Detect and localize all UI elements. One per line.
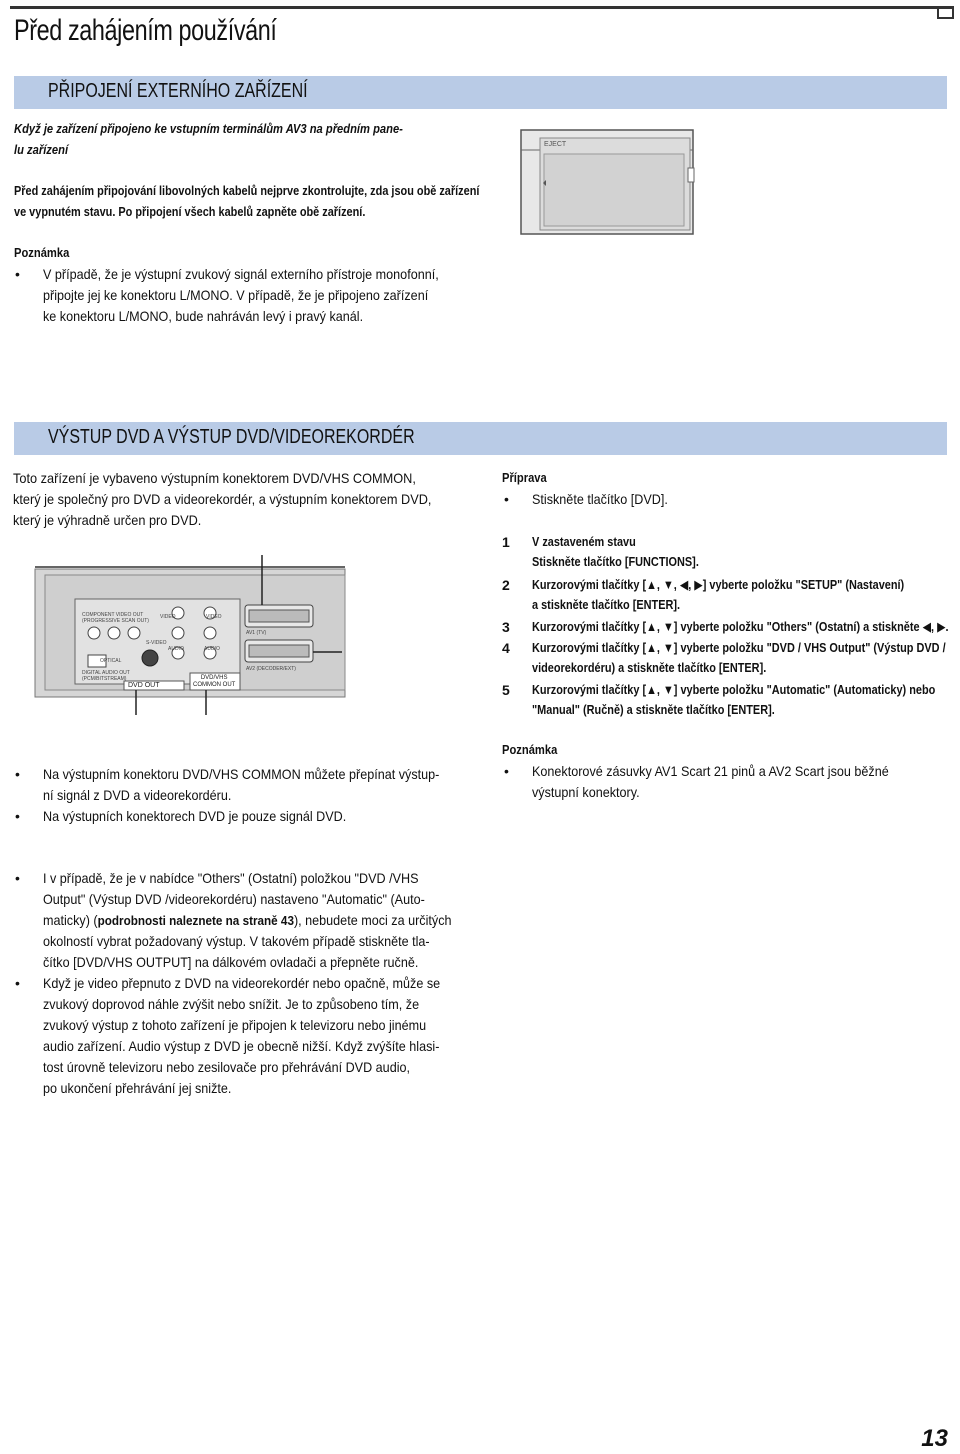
- step-line: Stiskněte tlačítko [FUNCTIONS].: [532, 554, 699, 569]
- panel-label: (PCM/BITSTREAM): [82, 676, 127, 682]
- section1-intro-line: lu zařízení: [14, 142, 69, 157]
- step-item: [502, 638, 960, 680]
- bullet-line: Output" (Výstup DVD /videorekordéru) nastaveno "Automatic" (Auto-: [43, 891, 425, 907]
- bullet-line: I v případě, že je v nabídce "Others" (Ostatní) položkou "DVD /VHS: [43, 870, 419, 886]
- panel-label-av1: AV1 (TV): [246, 630, 267, 636]
- prep-heading: Příprava: [502, 470, 547, 485]
- step-line: Kurzorovými tlačítky [▲, ▼, ◀, ▶] vyberte položku "SETUP" (Nastavení): [532, 577, 905, 592]
- prep-list: [504, 489, 683, 510]
- step-number: 3: [502, 619, 510, 635]
- bottom-bullets: [15, 868, 497, 1099]
- bullet-line: čítko [DVD/VHS OUTPUT] na dálkovém ovladači a přepněte ručně.: [43, 954, 419, 970]
- section2-bullets: [15, 764, 483, 827]
- panel-label: DVD/VHS: [200, 675, 228, 681]
- bullet-line: po ukončení přehrávání jej snižte.: [43, 1080, 232, 1096]
- bullet-line: Na výstupních konektorech DVD je pouze signál DVD.: [43, 808, 347, 824]
- panel-label-av2: AV2 (DECODER/EXT): [246, 666, 296, 672]
- panel-label-svideo: S-VIDEO: [146, 640, 167, 646]
- bullet-line: Na výstupním konektoru DVD/VHS COMMON můžete přepínat výstup-: [43, 766, 440, 782]
- eject-label: EJECT: [544, 141, 567, 148]
- step-item: [502, 575, 960, 617]
- section2-heading: VÝSTUP DVD A VÝSTUP DVD/VIDEOREKORDÉR: [48, 426, 415, 448]
- note-line: výstupní konektory.: [532, 784, 640, 800]
- section1-note: [15, 264, 483, 327]
- prep-item: Stiskněte tlačítko [DVD].: [532, 491, 668, 507]
- list-item: [15, 764, 483, 806]
- note-line: připojte jej ke konektoru L/MONO. V případě, že je připojeno zařízení: [43, 287, 429, 303]
- bullet-line: zvukový výstup z tohoto zařízení je připojen k televizoru nebo jinému: [43, 1017, 427, 1033]
- list-item: [15, 973, 497, 1099]
- section1-para-line: ve vypnutém stavu. Po připojení všech kabelů zapněte obě zařízení.: [14, 204, 366, 219]
- section1-note-heading: Poznámka: [14, 245, 70, 260]
- panel-label-digital: [82, 670, 130, 682]
- section2-note-heading: Poznámka: [502, 742, 558, 757]
- step-line: a stiskněte tlačítko [ENTER].: [532, 597, 681, 612]
- panel-label-component: [82, 612, 149, 624]
- corner-box: [937, 6, 954, 19]
- list-item: [15, 806, 483, 827]
- bullet-text: maticky) (: [43, 912, 98, 928]
- bullet-dot: •: [15, 870, 20, 886]
- bullet-dot: •: [15, 766, 20, 782]
- page-reference: podrobnosti naleznete na straně 43: [97, 913, 294, 928]
- bullet-line: okolností vybrat požadovaný výstup. V takovém případě stiskněte tla-: [43, 933, 430, 949]
- bullet-dot: •: [15, 808, 20, 824]
- section1-paragraph: [14, 180, 568, 222]
- section2-heading-band: [14, 422, 947, 455]
- section2-intro-line: Toto zařízení je vybaveno výstupním konektorem DVD/VHS COMMON,: [13, 470, 416, 486]
- panel-label-video: VIDEO: [160, 614, 176, 620]
- bullet-line: tost úrovně televizoru nebo zesilovače pro přehrávání DVD audio,: [43, 1059, 411, 1075]
- step-item: [502, 532, 960, 575]
- bullet-line: zvukový doprovod náhle zvýšit nebo snížit. Je to způsobeno tím, že: [43, 996, 420, 1012]
- bullet-line: ní signál z DVD a videorekordéru.: [43, 787, 232, 803]
- section2-intro-line: který je společný pro DVD a videorekordér, a výstupním konektorem DVD,: [13, 491, 432, 507]
- note-line: ke konektoru L/MONO, bude nahráván levý i pravý kanál.: [43, 308, 364, 324]
- panel-label-optical: OPTICAL: [100, 658, 122, 664]
- step-item: [502, 680, 960, 722]
- section1-intro-line: Když je zařízení připojeno ke vstupním terminálům AV3 na předním pane-: [14, 121, 403, 136]
- panel-label-audio-2: AUDIO: [204, 646, 220, 652]
- bullet-text: ), nebudete moci za určitých: [293, 912, 452, 928]
- panel-label-audio: AUDIO: [168, 646, 184, 652]
- panel-label-video-2: VIDEO: [206, 614, 222, 620]
- bullet-dot: •: [15, 266, 20, 282]
- step-number: 2: [502, 577, 510, 593]
- page-number: 13: [921, 1425, 948, 1452]
- step-number: 1: [502, 534, 510, 550]
- section2-intro: [13, 468, 473, 531]
- step-line: Kurzorovými tlačítky [▲, ▼] vyberte položku "DVD / VHS Output" (Výstup DVD /: [532, 640, 946, 655]
- section1-heading-band: [14, 76, 947, 109]
- note-line: Konektorové zásuvky AV1 Scart 21 pinů a AV2 Scart jsou běžné: [532, 763, 889, 779]
- step-line: "Manual" (Ručně) a stiskněte tlačítko [ENTER].: [532, 702, 775, 717]
- bullet-dot: •: [15, 975, 20, 991]
- top-rule: [10, 6, 954, 9]
- section2-note: [504, 761, 928, 803]
- step-item: [502, 617, 960, 638]
- panel-label-common-out: [193, 675, 235, 689]
- rear-panel-illustration: [30, 555, 350, 715]
- bullet-dot: •: [504, 763, 509, 779]
- panel-label: COMMON OUT: [193, 682, 236, 688]
- bullet-line-mixed: [43, 910, 452, 931]
- steps-list: [502, 532, 960, 722]
- step-line: Kurzorovými tlačítky [▲, ▼] vyberte položku "Others" (Ostatní) a stiskněte ◀, ▶.: [532, 619, 949, 634]
- step-number: 4: [502, 640, 510, 656]
- bullet-dot: •: [504, 491, 509, 507]
- note-line: V případě, že je výstupní zvukový signál externího přístroje monofonní,: [43, 266, 439, 282]
- step-line: videorekordéru) a stiskněte tlačítko [ENTER].: [532, 660, 767, 675]
- step-line: V zastaveném stavu: [532, 534, 636, 549]
- section1-para-line: Před zahájením připojování libovolných kabelů nejprve zkontrolujte, zda jsou obě zařízení: [14, 183, 480, 198]
- panel-label: DIGITAL AUDIO OUT: [82, 670, 130, 676]
- section2-intro-line: který je výhradně určen pro DVD.: [13, 512, 202, 528]
- page-title: Před zahájením používání: [14, 14, 277, 47]
- bullet-line: Když je video přepnuto z DVD na videorekordér nebo opačně, může se: [43, 975, 441, 991]
- panel-label: COMPONENT VIDEO OUT: [82, 612, 144, 618]
- panel-label: (PROGRESSIVE SCAN OUT): [82, 618, 149, 624]
- section1-heading: PŘIPOJENÍ EXTERNÍHO ZAŘÍZENÍ: [48, 80, 308, 102]
- section1-intro: [14, 118, 466, 160]
- bullet-line: audio zařízení. Audio výstup z DVD je obecně nižší. Když zvýšíte hlasi-: [43, 1038, 440, 1054]
- panel-label-dvd-out: DVD OUT: [128, 682, 160, 689]
- step-line: Kurzorovými tlačítky [▲, ▼] vyberte položku "Automatic" (Automaticky) nebo: [532, 682, 936, 697]
- list-item: [15, 868, 497, 973]
- step-number: 5: [502, 682, 510, 698]
